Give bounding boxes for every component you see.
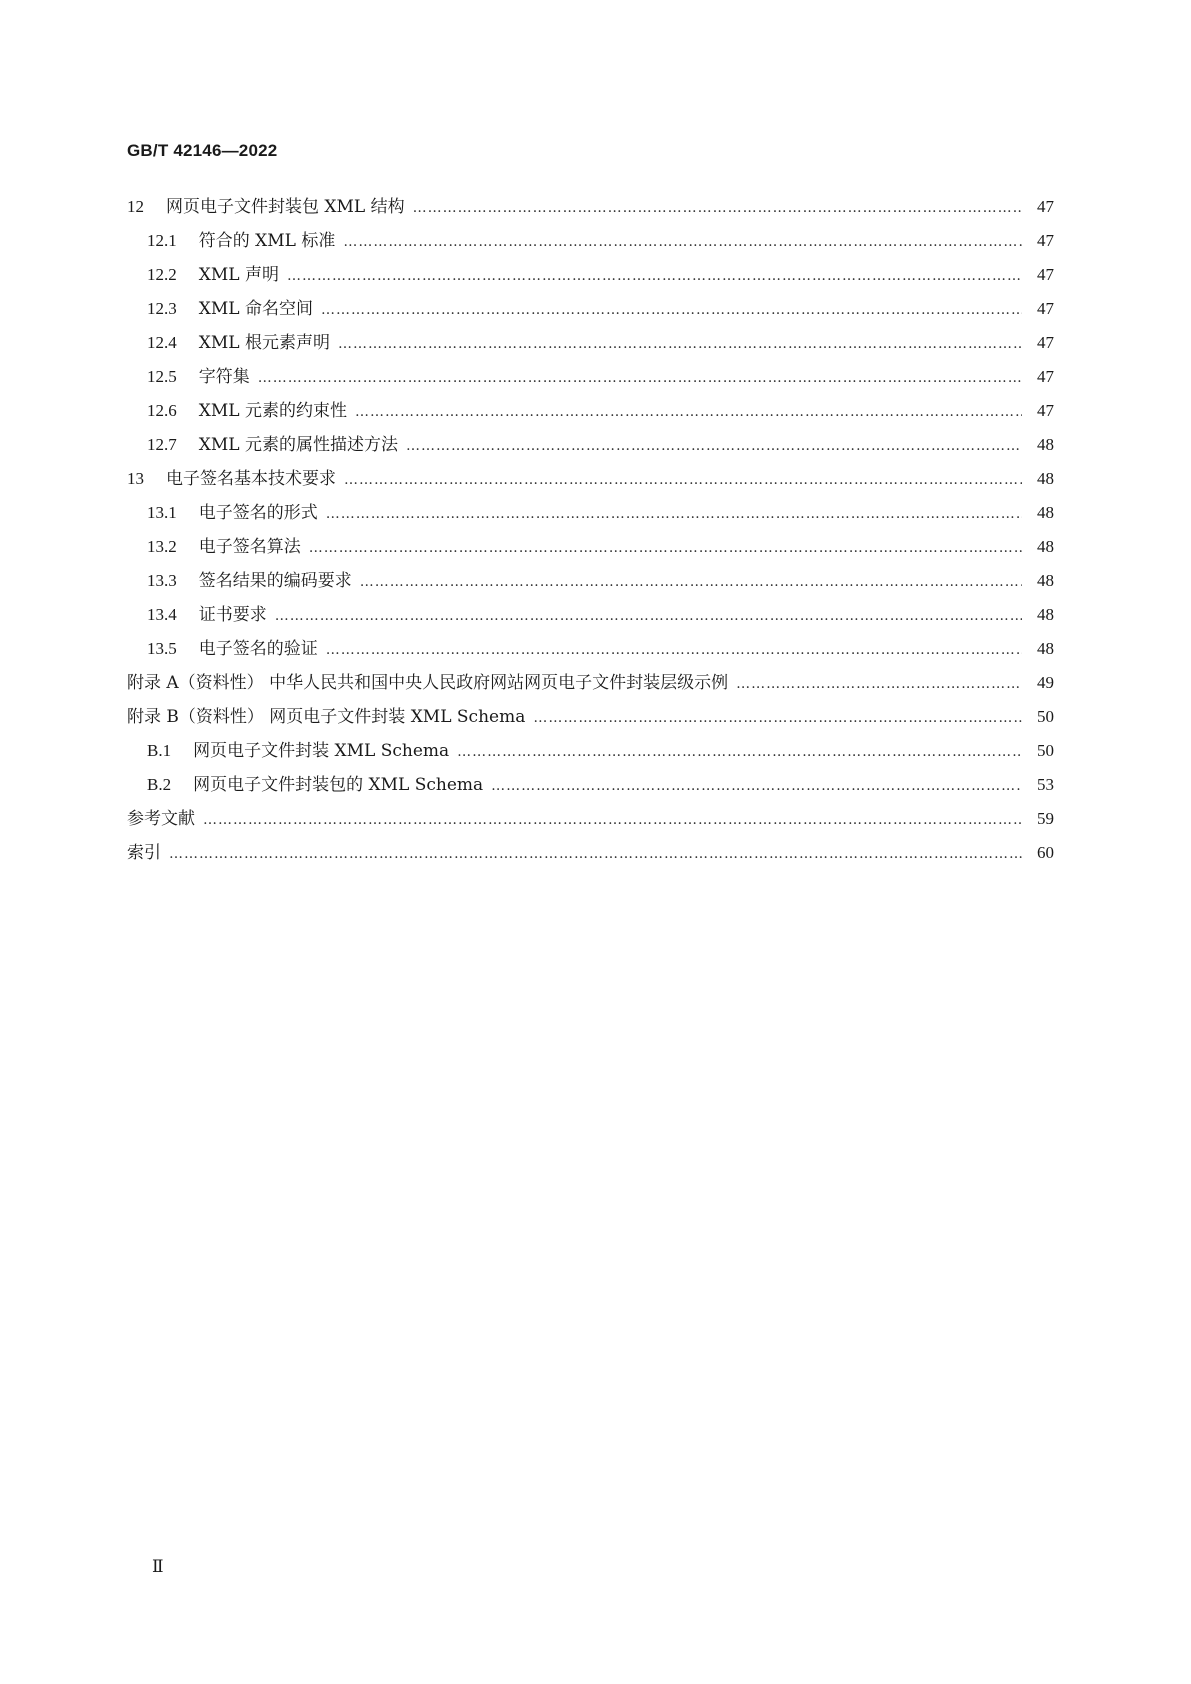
toc-entry-title: 证书要求 xyxy=(198,605,267,625)
toc-entry-page: 48 xyxy=(1037,469,1054,488)
toc-dot-leader xyxy=(406,433,1022,459)
toc-entry-title: XML 元素的属性描述方法 xyxy=(198,435,398,455)
toc-dot-leader xyxy=(275,603,1022,629)
toc-entry-title: 电子签名算法 xyxy=(198,537,301,557)
toc-entry[interactable] xyxy=(127,772,1054,798)
toc-entry[interactable] xyxy=(127,262,1054,288)
toc-entry-title: 网页电子文件封装包 XML 结构 xyxy=(166,197,405,217)
toc-entry[interactable] xyxy=(127,228,1054,254)
toc-entry-page: 47 xyxy=(1037,333,1054,352)
toc-entry-title: 网页电子文件封装包的 XML Schema xyxy=(193,775,484,795)
toc-entry-page: 47 xyxy=(1037,231,1054,250)
toc-entry-number: 12.7 xyxy=(147,435,177,454)
toc-entry-page: 47 xyxy=(1037,265,1054,284)
toc-dot-leader xyxy=(309,535,1022,561)
toc-entry-title: 符合的 XML 标准 xyxy=(198,231,336,251)
toc-entry-page: 48 xyxy=(1037,571,1054,590)
toc-entry-title: 附录 B（资料性） 网页电子文件封装 XML Schema xyxy=(127,707,526,727)
toc-entry-number: 13.4 xyxy=(147,605,177,624)
toc-entry[interactable] xyxy=(127,534,1054,560)
toc-entry-number: 13.5 xyxy=(147,639,177,658)
toc-dot-leader xyxy=(326,501,1022,527)
toc-entry-title: 网页电子文件封装 XML Schema xyxy=(193,741,450,761)
toc-entry[interactable] xyxy=(127,194,1054,220)
toc-entry-title: XML 元素的约束性 xyxy=(198,401,347,421)
toc-entry-page: 47 xyxy=(1037,367,1054,386)
toc-entry[interactable] xyxy=(127,432,1054,458)
toc-entry-title: XML 根元素声明 xyxy=(198,333,330,353)
toc-entry-number: B.2 xyxy=(147,775,172,794)
toc-entry-number: 13.2 xyxy=(147,537,177,556)
toc-entry[interactable] xyxy=(127,330,1054,356)
toc-entry-title: 索引 xyxy=(127,843,161,863)
toc-entry-annex-a[interactable] xyxy=(127,670,1054,696)
toc-dot-leader xyxy=(413,195,1022,221)
toc-entry-number: 12.1 xyxy=(147,231,177,250)
toc-entry-title: 签名结果的编码要求 xyxy=(198,571,352,591)
toc-dot-leader xyxy=(203,807,1022,833)
toc-entry-number: B.1 xyxy=(147,741,172,760)
toc-entry-page: 47 xyxy=(1037,299,1054,318)
toc-dot-leader xyxy=(355,399,1022,425)
toc-entry-title: 字符集 xyxy=(198,367,250,387)
toc-entry-number: 13.3 xyxy=(147,571,177,590)
toc-entry-number: 12 xyxy=(127,197,144,216)
toc-entry-title: 电子签名的验证 xyxy=(198,639,318,659)
toc-entry-number: 13 xyxy=(127,469,144,488)
toc-entry-title: XML 声明 xyxy=(198,265,279,285)
toc-entry-page: 60 xyxy=(1037,843,1054,862)
toc-entry-title: 附录 A（资料性） 中华人民共和国中央人民政府网站网页电子文件封装层级示例 xyxy=(127,673,729,693)
toc-entry-page: 53 xyxy=(1037,775,1054,794)
toc-entry[interactable] xyxy=(127,466,1054,492)
toc-dot-leader xyxy=(338,331,1022,357)
toc-entry-page: 50 xyxy=(1037,741,1054,760)
toc-entry-title: 电子签名的形式 xyxy=(198,503,318,523)
toc-entry-page: 49 xyxy=(1037,673,1054,692)
toc-entry-title: XML 命名空间 xyxy=(198,299,313,319)
toc-entry-page: 59 xyxy=(1037,809,1054,828)
toc-dot-leader xyxy=(321,297,1022,323)
toc-entry[interactable] xyxy=(127,398,1054,424)
toc-dot-leader xyxy=(343,229,1022,255)
toc-dot-leader xyxy=(326,637,1022,663)
toc-dot-leader xyxy=(287,263,1022,289)
toc-entry[interactable] xyxy=(127,500,1054,526)
document-header xyxy=(127,141,277,161)
toc-entry-title: 电子签名基本技术要求 xyxy=(166,469,336,489)
toc-entry-page: 48 xyxy=(1037,605,1054,624)
toc-entry[interactable] xyxy=(127,636,1054,662)
toc-entry-number: 13.1 xyxy=(147,503,177,522)
toc-entry[interactable] xyxy=(127,568,1054,594)
toc-entry-number: 12.2 xyxy=(147,265,177,284)
toc-dot-leader xyxy=(344,467,1022,493)
toc-entry-title: 参考文献 xyxy=(127,809,195,829)
toc-entry[interactable] xyxy=(127,738,1054,764)
toc-entry[interactable] xyxy=(127,602,1054,628)
toc-entry[interactable] xyxy=(127,296,1054,322)
toc-entry-number: 12.4 xyxy=(147,333,177,352)
toc-dot-leader xyxy=(457,739,1022,765)
toc-dot-leader xyxy=(360,569,1022,595)
toc-dot-leader xyxy=(491,773,1022,799)
toc-dot-leader xyxy=(736,671,1022,697)
toc-entry-page: 48 xyxy=(1037,639,1054,658)
page-number: Ⅱ xyxy=(152,1557,164,1576)
toc-entry-page: 48 xyxy=(1037,503,1054,522)
toc-entry-number: 12.3 xyxy=(147,299,177,318)
standard-code: GB/T 42146—2022 xyxy=(127,141,278,160)
toc-entry-page: 50 xyxy=(1037,707,1054,726)
toc-entry-page: 47 xyxy=(1037,197,1054,216)
toc-entry-annex-b[interactable] xyxy=(127,704,1054,730)
toc-dot-leader xyxy=(258,365,1022,391)
toc-entry-index[interactable] xyxy=(127,840,1054,866)
toc-dot-leader xyxy=(533,705,1022,731)
toc-entry[interactable] xyxy=(127,364,1054,390)
toc-entry-page: 48 xyxy=(1037,537,1054,556)
toc-entry-page: 48 xyxy=(1037,435,1054,454)
toc-entry-page: 47 xyxy=(1037,401,1054,420)
toc-entry-number: 12.5 xyxy=(147,367,177,386)
page-footer xyxy=(152,1557,164,1577)
toc-dot-leader xyxy=(169,841,1022,867)
toc-entry-number: 12.6 xyxy=(147,401,177,420)
toc-entry-references[interactable] xyxy=(127,806,1054,832)
